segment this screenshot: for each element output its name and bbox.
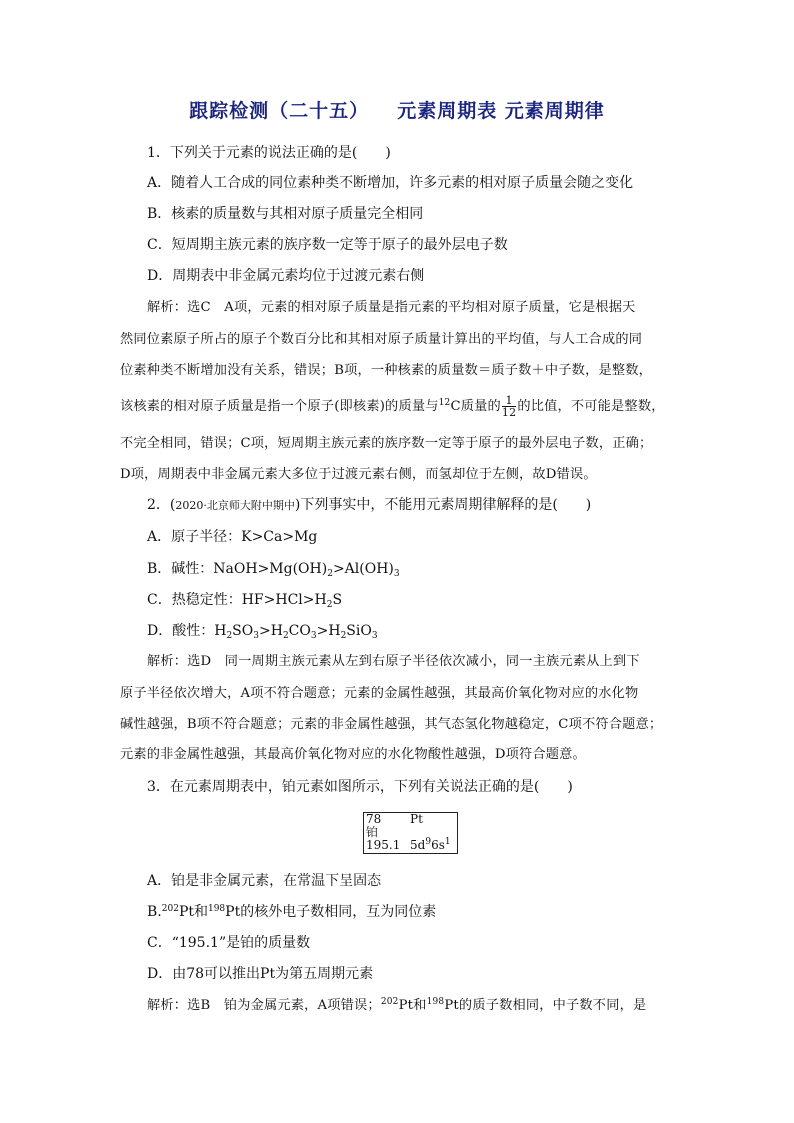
- q3-option-d: D．由78可以推出Pt为第五周期元素: [147, 966, 374, 982]
- q1-option-a: A．随着人工合成的同位素种类不断增加，许多元素的相对原子质量会随之变化: [147, 175, 634, 191]
- q1-option-c: C．短周期主族元素的族序数一定等于原子的最外层电子数: [147, 237, 508, 253]
- q1-analysis-line-4: 该核素的相对原子质量是指一个原子(即核素)的质量与$^{12}$C质量的 $\frac{1}{12}$ 的比值，不可能是整数，: [120, 394, 665, 419]
- q1-analysis-line-3: 位素种类不断增加没有关系，错误；B项，一种核素的质量数＝质子数＋中子数，是整数，: [120, 363, 652, 378]
- atomic-mass: 195.1: [366, 838, 401, 852]
- q2-analysis-line-4: 元素的非金属性越强，其最高价氧化物对应的水化物酸性越强，D项符合题意。: [120, 747, 586, 762]
- q2-stem: 2．(2020·北京师大附中期中)下列事实中，不能用元素周期律解释的是( ): [147, 497, 592, 513]
- q2-analysis-line-2: 原子半径依次增大，A项不符合题意；元素的金属性越强，其最高价氧化物对应的水化物: [120, 686, 639, 701]
- q3-analysis-line-1: 解析：选B 铂为金属元素，A项错误；$^{202}$Pt和$^{198}$Pt的质子数相同，中子数不同，是: [147, 997, 647, 1013]
- electron-config: $5d^96s^1$: [410, 837, 451, 852]
- q1-option-d: D．周期表中非金属元素均位于过渡元素右侧: [147, 268, 425, 284]
- q1-analysis-line-5: 不完全相同，错误；C项，短周期主族元素的族序数一定等于原子的最外层电子数，正确；: [120, 436, 653, 451]
- fraction-one-twelfth: $\frac{1}{12}$: [501, 394, 517, 419]
- element-name: 铂: [366, 825, 379, 839]
- q1-analysis-line-1: 解析：选C A项，元素的相对原子质量是指元素的平均相对原子质量，它是根据天: [147, 300, 636, 315]
- q1-option-b: B．核素的质量数与其相对原子质量完全相同: [147, 206, 424, 222]
- page-title: [0, 96, 794, 123]
- q2-option-a: A．原子半径：K>Ca>Mg: [147, 529, 318, 545]
- title-right: 元素周期表 元素周期律: [397, 100, 605, 122]
- element-symbol: Pt: [410, 812, 423, 826]
- q3-option-a: A．铂是非金属元素，在常温下呈固态: [147, 873, 382, 889]
- q3-option-c: C．“195.1”是铂的质量数: [147, 935, 311, 951]
- q2-option-b: B．碱性：$NaOH>Mg(OH)_2>Al(OH)_3$: [147, 561, 400, 579]
- q2-analysis-line-1: 解析：选D 同一周期主族元素从左到右原子半径依次减小，同一主族元素从上到下: [147, 654, 640, 669]
- q2-option-c: C．热稳定性：$HF>HCl>H_2S$: [147, 592, 343, 610]
- q1-analysis-line-2: 然同位素原子所占的原子个数百分比和其相对原子质量计算出的平均值，与人工合成的同: [120, 332, 643, 347]
- q2-source: 2020·北京师大附中期中: [175, 499, 295, 512]
- q2-option-d: D．酸性：$H_2SO_3>H_2CO_3>H_2SiO_3$: [147, 623, 378, 641]
- q1-stem: 1．下列关于元素的说法正确的是( ): [147, 145, 391, 161]
- q3-option-b: B.$^{202}$Pt和$^{198}$Pt的核外电子数相同，互为同位素: [147, 904, 437, 920]
- q1-analysis-line-6: D项，周期表中非金属元素大多位于过渡元素右侧，而氢却位于左侧，故D错误。: [120, 467, 597, 482]
- atomic-number: 78: [366, 812, 382, 826]
- q3-stem: 3．在元素周期表中，铂元素如图所示，下列有关说法正确的是( ): [147, 779, 573, 795]
- title-left: 跟踪检测（二十五）: [189, 100, 370, 122]
- element-card-platinum: [363, 812, 458, 854]
- q2-analysis-line-3: 碱性越强，B项不符合题意；元素的非金属性越强，其气态氢化物越稳定，C项不符合题意；: [120, 717, 663, 732]
